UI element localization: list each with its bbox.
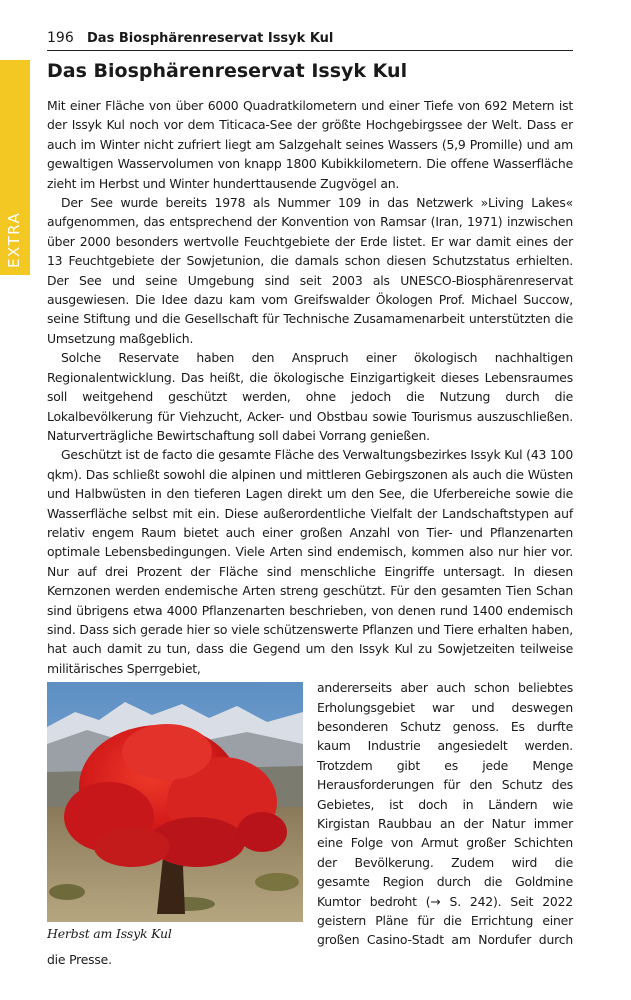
figure-caption: Herbst am Issyk Kul xyxy=(47,926,172,942)
autumn-tree-photo xyxy=(47,682,303,922)
running-head-title: Das Biosphärenreservat Issyk Kul xyxy=(87,31,334,46)
article-body xyxy=(47,96,573,969)
paragraph: Solche Reservate haben den Anspruch einer ökologisch nachhaltigen Regionalentwicklung. Das heißt, die ökologische Einzigartigkeit dieses Lebensraumes soll weitgehend geschützt werden, ohne jedoch die Nutzung durch die Lokalbevölkerung für Viehzucht, Acker- und Obstbau sowie Tourismus auszuschließen. Naturverträgliche Bewirtschaftung soll dabei Vorrang genießen. xyxy=(47,350,573,443)
paragraph: Mit einer Fläche von über 6000 Quadratkilometern und einer Tiefe von 692 Metern ist der Issyk Kul noch vor dem Titicaca-See der größte Hochgebirgssee der Welt. Dass er auch im Winter nicht zufriert liegt am Salzgehalt seines Wassers (5,9 Promille) und am gewaltigen Wasservolumen von knapp 1800 Kubikkilometern. Die offene Wasserfläche zieht im Herbst und Winter hunderttausende Zugvögel an. xyxy=(47,98,573,191)
paragraph: Der See wurde bereits 1978 als Nummer 109 in das Netzwerk »Living Lakes« aufgenommen, das entsprechend der Konvention von Ramsar (Iran, 1971) inzwischen über 2000 besonders wertvolle Feuchtgebiete der Erde listet. Er war damit eines der 13 Feuchtgebiete der Sowjetunion, die damals schon diesen Schutzstatus erhielten. Der See und seine Umgebung sind seit 2003 als UNESCO-Biosphärenreservat ausgewiesen. Die Idee dazu kam vom Greifswalder Ökologen Prof. Michael Succow, seine Stiftung und die Gesellschaft für Technische Zusamamenarbeit unterstützten die Umsetzung maßgeblich. xyxy=(47,195,573,346)
figure xyxy=(47,682,303,943)
page-number: 196 xyxy=(47,30,74,46)
paragraph: Geschützt ist de facto die gesamte Fläche des Verwaltungsbezirkes Issyk Kul (43 100 qkm). Das schließt sowohl die alpinen und mittleren Gebirgszonen als auch die Wüsten und Halbwüsten in den tieferen Lagen direkt um den See, die Uferbereiche sowie die Wasserfläche selbst mit ein. Diese außerordentliche Vielfalt der Landschaftstypen auf relativ engem Raum bietet auch einer großen Anzahl von Tier- und Pflanzenarten optimale Lebensbedingungen. Viele Arten sind endemisch, kommen also nur hier vor. Nur auf drei Prozent der Fläche sind menschliche Eingriffe untersagt. In diesen Kernzonen werden endemische Arten streng geschützt. Für den gesamten Tien Schan sind übrigens etwa 4000 Pflanzenarten beschrieben, von denen rund 1400 endemisch sind. Dass sich gerade hier so viele schützenswerte Pflanzen und Tiere erhalten haben, hat auch damit zu tun, dass die Gegend um den Issyk Kul zu Sowjetzeiten teilweise militärisches Sperrgebiet, xyxy=(47,447,573,676)
extra-section-label: EXTRA xyxy=(5,211,23,268)
running-head xyxy=(47,26,573,51)
paragraph-continued: andererseits aber auch schon beliebtes Erholungsgebiet war und deswegen besonderen Schutz genoss. Es durfte kaum Industrie angesiedelt werden. Trotzdem gibt es jede Menge Herausforderungen für den Schutz des Gebietes, ist doch in Ländern wie Kirgistan Raubbau an der Natur immer eine Folge von Armut großer Schichten der Bevölkerung. Zudem wird die gesamte Region durch die Goldmine Kumtor bedroht (→ S. 242). Seit 2022 geistern Pläne für die Errichtung einer großen Casino-Stadt am Nordufer durch die Presse. xyxy=(47,680,573,967)
page-title: Das Biosphärenreservat Issyk Kul xyxy=(47,60,408,82)
